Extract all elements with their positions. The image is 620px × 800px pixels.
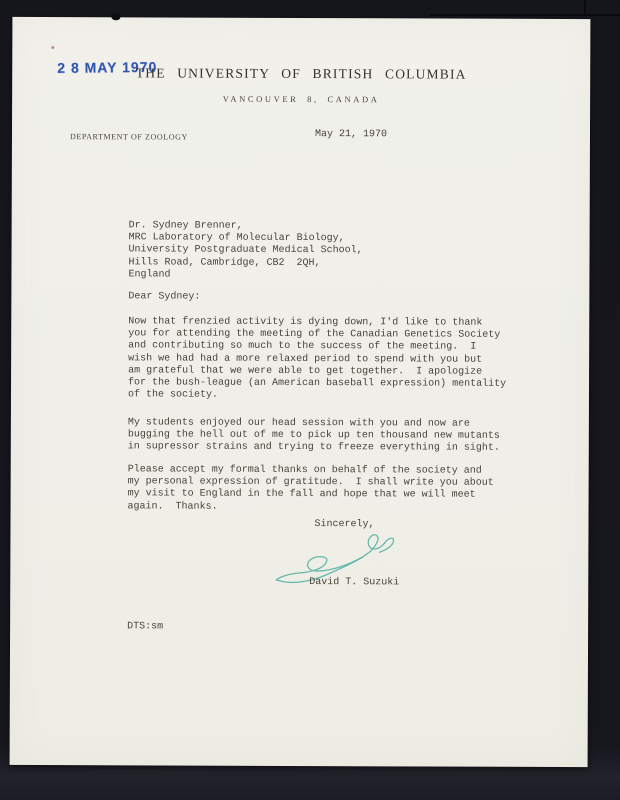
paper-speck: [51, 46, 54, 49]
background-seam-horizontal: [430, 14, 620, 16]
background-seam-vertical: [584, 0, 586, 16]
signed-name: David T. Suzuki: [309, 577, 400, 589]
letter-page: [10, 17, 591, 767]
university-city: VANCOUVER 8, CANADA: [222, 93, 380, 105]
paper-edge-mark: [111, 13, 120, 20]
letter-date: May 21, 1970: [314, 129, 388, 141]
salutation: Dear Sydney:: [128, 291, 201, 303]
department-name: DEPARTMENT OF ZOOLOGY: [69, 132, 188, 142]
university-name: THE UNIVERSITY OF BRITISH COLUMBIA: [135, 65, 467, 82]
typist-initials: DTS:sm: [127, 621, 164, 633]
body-paragraph-1: Now that frenzied activity is dying down, I'd like to thank you for attending the meeting of the Canadian Genetics Society and contributing so much to the success of the meeting. I wish we had had a more relaxed period to spend with you but am grateful that we were able to get together. I apologize for the bush-league (an American baseball expression) mentality of the society.: [127, 316, 507, 401]
recipient-address: Dr. Sydney Brenner, MRC Laboratory of Molecular Biology, University Postgraduate Medical School, Hills Road, Cambridge, CB2 2QH, England: [128, 220, 363, 281]
valediction: Sincerely,: [314, 519, 375, 531]
body-paragraph-3: Please accept my formal thanks on behalf of the society and my personal expression of gratitude. I shall write you about my visit to England in the fall and hope that we will meet again. Thanks.: [127, 464, 494, 513]
received-date-stamp: 2 8 MAY 1970: [57, 58, 158, 76]
body-paragraph-2: My students enjoyed our head session with you and now are bugging the hell out of me to pick up ten thousand new mutants in supressor strains and trying to freeze everything in sight.: [127, 417, 500, 455]
